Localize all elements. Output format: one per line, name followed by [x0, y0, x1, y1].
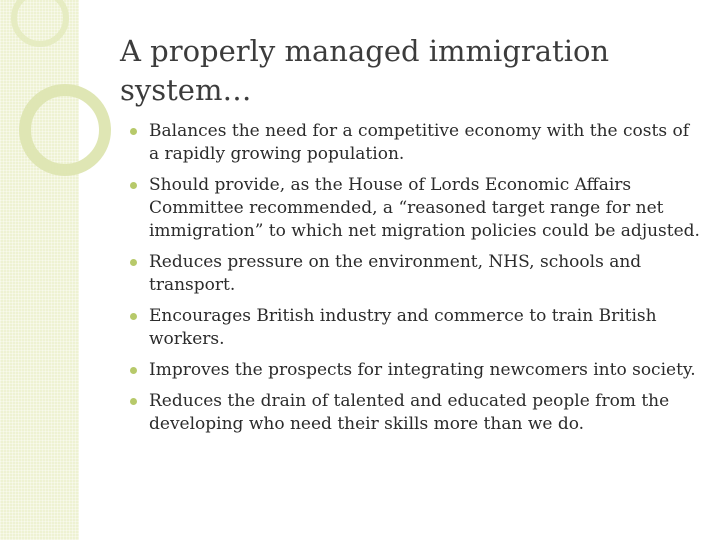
bullet-dot-icon: [130, 313, 137, 320]
slide-title: A properly managed immigration system…: [120, 34, 610, 107]
bullet-list: [130, 120, 700, 444]
bullet-text: Reduces pressure on the environment, NHS, schools and transport.: [149, 252, 642, 295]
bullet-item: [130, 174, 700, 243]
decorative-ring-large: [25, 90, 105, 170]
bullet-dot-icon: [130, 128, 137, 135]
bullet-dot-icon: [130, 398, 137, 405]
bullet-item: [130, 305, 700, 351]
bullet-item: [130, 390, 700, 436]
bullet-dot-icon: [130, 182, 137, 189]
bullet-dot-icon: [130, 259, 137, 266]
bullet-item: [130, 359, 700, 382]
bullet-text: Balances the need for a competitive economy with the costs of a rapidly growing population.: [149, 121, 689, 164]
bullet-text: Should provide, as the House of Lords Economic Affairs Committee recommended, a “reasoned target range for net immigration” to which net migration policies could be adjusted.: [149, 175, 700, 241]
decorative-ring-small: [14, 0, 66, 44]
bullet-text: Encourages British industry and commerce to train British workers.: [149, 306, 657, 349]
bullet-text: Improves the prospects for integrating newcomers into society.: [149, 360, 696, 380]
bullet-item: [130, 120, 700, 166]
decorative-rings: [0, 0, 140, 220]
bullet-item: [130, 251, 700, 297]
bullet-dot-icon: [130, 367, 137, 374]
bullet-text: Reduces the drain of talented and educated people from the developing who need their skills more than we do.: [149, 391, 670, 434]
